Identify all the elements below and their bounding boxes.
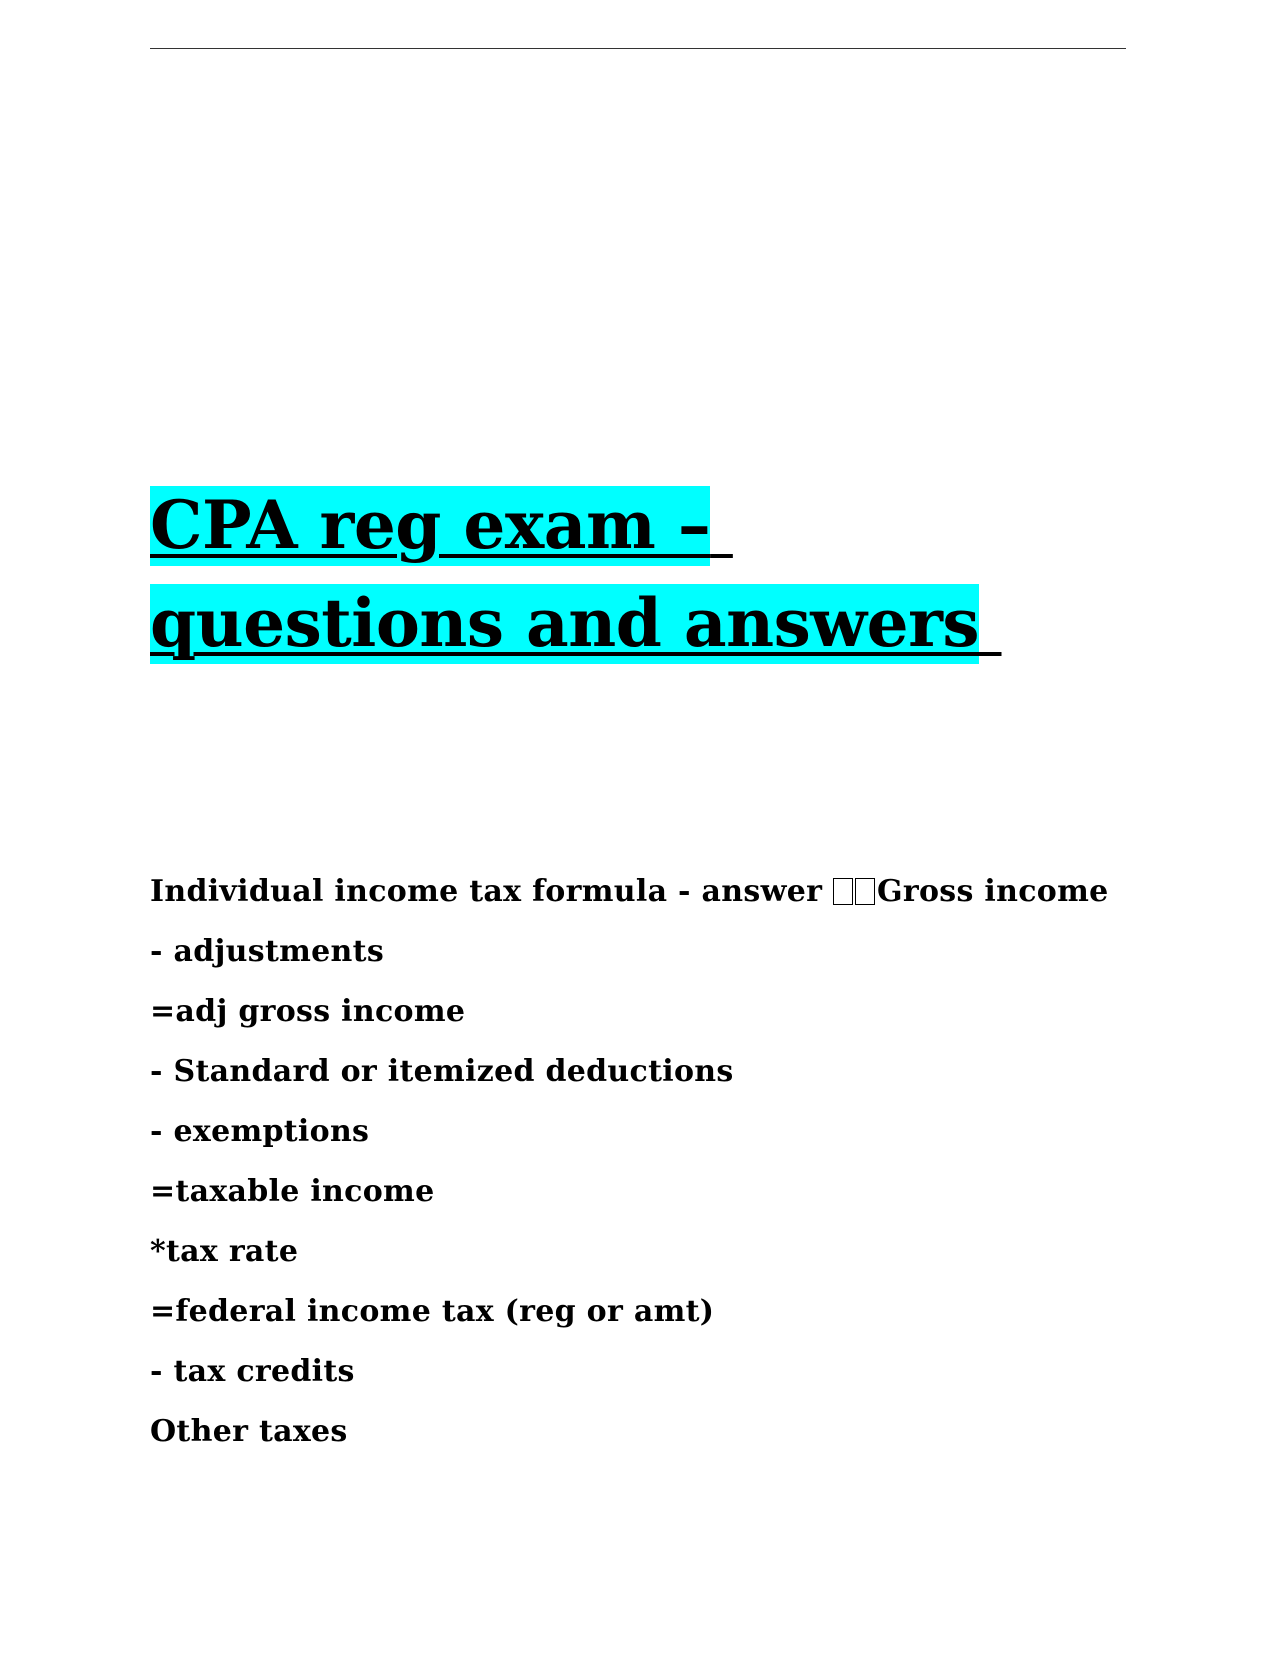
title-line-2: questions and answers <box>150 584 980 662</box>
missing-glyph-box-icon <box>855 878 875 905</box>
question-text: Individual income tax formula - answer <box>150 874 823 909</box>
answer-first-text: Gross income <box>876 874 1109 909</box>
answer-line: - exemptions <box>150 1114 370 1149</box>
missing-glyph-box-icon <box>833 878 853 905</box>
answer-line: =adj gross income <box>150 994 466 1029</box>
answer-line: - adjustments <box>150 934 385 969</box>
document-title <box>150 476 1002 672</box>
header-rule <box>150 48 1126 49</box>
question-line <box>150 862 1150 922</box>
answer-line: =taxable income <box>150 1174 435 1209</box>
title-line-1: CPA reg exam – <box>150 486 711 564</box>
answer-line: - tax credits <box>150 1354 355 1389</box>
answer-line: - Standard or itemized deductions <box>150 1054 734 1089</box>
qa-entry <box>150 862 1150 1462</box>
answer-line: *tax rate <box>150 1234 299 1269</box>
answer-line: Other taxes <box>150 1414 348 1449</box>
answer-line: =federal income tax (reg or amt) <box>150 1294 715 1329</box>
